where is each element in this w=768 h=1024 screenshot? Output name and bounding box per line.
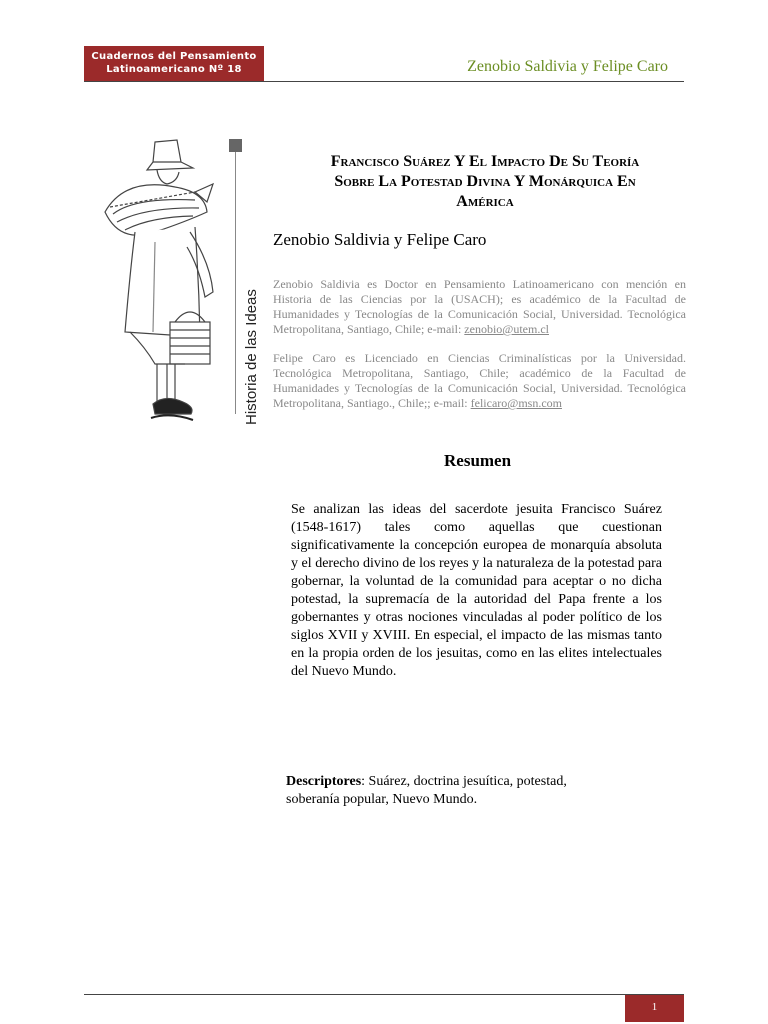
- journal-badge: [84, 46, 264, 81]
- page-number: 1: [625, 995, 684, 1022]
- header-divider: [84, 81, 684, 82]
- keywords: [286, 773, 616, 809]
- email-link[interactable]: zenobio@utem.cl: [464, 322, 549, 336]
- email-link[interactable]: felicaro@msn.com: [470, 396, 562, 410]
- author-bio-caro: [273, 351, 686, 411]
- andean-figure-illustration: [95, 132, 235, 432]
- journal-name-line2: Latinoamericano Nº 18: [106, 64, 242, 75]
- abstract-text: Se analizan las ideas del sacerdote jesuita Francisco Suárez (1548-1617) tales como aquellas que cuestionan significativamente la concepción europea de monarquía absoluta y el derecho divino de los reyes y la naturaleza de la potestad para gobernar, la voluntad de la comunidad para aceptar o no dicha potestad, la supremacía de la autoridad del Papa frente a los gobernantes y otras nociones vinculadas al poder político de los siglos XVII y XVIII. En especial, el impacto de las mismas tanto en la propia orden de los jesuitas, como en las elites intelectuales del Nuevo Mundo.: [291, 502, 662, 679]
- keywords-label: Descriptores: [286, 774, 362, 789]
- footer-divider: [84, 994, 684, 995]
- article-authors: Zenobio Saldivia y Felipe Caro: [273, 230, 487, 249]
- header-authors: Zenobio Saldivia y Felipe Caro: [467, 58, 668, 75]
- article-title-line2: Sobre La Potestad Divina Y Monárquica En: [334, 173, 636, 190]
- article-title: [280, 152, 690, 212]
- article-title-line1: Francisco Suárez Y El Impacto De Su Teoría: [330, 153, 640, 170]
- journal-name-line1: Cuadernos del Pensamiento: [91, 51, 257, 62]
- section-label: Historia de las Ideas: [243, 289, 260, 425]
- article-title-line3: América: [456, 193, 514, 210]
- bio-text: Zenobio Saldivia es Doctor en Pensamiento Latinoamericano con mención en Historia de las Ciencias por la (USACH); es académico de la Facultad de Humanidades y Tecnologías de la Comunicación Social, Universidad. Tecnológica Metropolitana, Santiago, Chile; e-mail:: [273, 277, 686, 336]
- keywords-text: : Suárez, doctrina jesuítica, potestad, soberanía popular, Nuevo Mundo.: [286, 774, 567, 807]
- author-bio-saldivia: [273, 277, 686, 337]
- sidebar-square-marker: [229, 139, 242, 152]
- bio-text: Felipe Caro es Licenciado en Ciencias Criminalísticas por la Universidad. Tecnológica Metropolitana, Santiago, Chile; académico de la Facultad de Humanidades y Tecnologías de la Comunicación Social, Universidad. Tecnológica Metropolitana, Santiago., Chile;; e-mail:: [273, 351, 686, 410]
- sidebar-vertical-line: [235, 152, 236, 414]
- abstract-heading: Resumen: [444, 451, 512, 470]
